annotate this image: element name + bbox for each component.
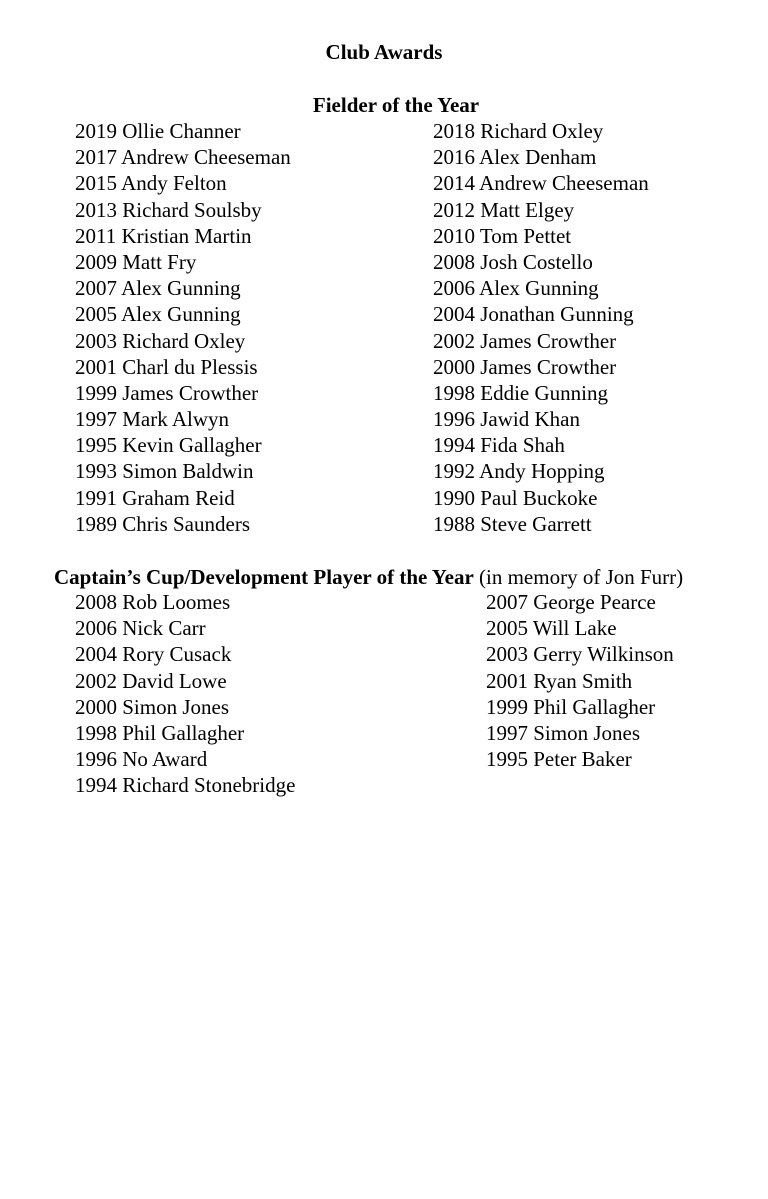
award-entry: 2010 Tom Pettet xyxy=(433,223,572,248)
award-entry: 2003 Gerry Wilkinson xyxy=(486,642,674,667)
captain-heading-title: Captain’s Cup/Development Player of the Year xyxy=(54,565,474,589)
award-entry: 2014 Andrew Cheeseman xyxy=(433,171,649,196)
award-entry: 1989 Chris Saunders xyxy=(75,511,250,536)
award-entry: 1999 James Crowther xyxy=(75,380,259,405)
award-entry: 2000 Simon Jones xyxy=(75,694,230,719)
award-entry: 1993 Simon Baldwin xyxy=(75,459,254,484)
award-entry: 2002 David Lowe xyxy=(75,668,227,693)
award-entry: 2019 Ollie Channer xyxy=(75,119,241,143)
award-entry: 2007 George Pearce xyxy=(486,590,656,614)
award-entry: 2008 Rob Loomes xyxy=(75,590,231,614)
captain-heading xyxy=(54,563,683,591)
award-entry: 2017 Andrew Cheeseman xyxy=(75,145,291,170)
award-entry: 1998 Eddie Gunning xyxy=(433,380,608,405)
award-entry: 2004 Rory Cusack xyxy=(75,642,232,667)
award-entry: 2007 Alex Gunning xyxy=(75,276,241,301)
award-entry: 1996 No Award xyxy=(75,747,208,772)
captain-heading-note: (in memory of Jon Furr) xyxy=(473,565,684,589)
award-entry: 2012 Matt Elgey xyxy=(433,197,575,222)
captain-list xyxy=(75,589,746,799)
award-entry: 2006 Alex Gunning xyxy=(433,276,599,301)
fielder-list xyxy=(75,118,733,537)
award-entry: 1991 Graham Reid xyxy=(75,485,235,510)
award-entry: 2005 Will Lake xyxy=(486,616,617,641)
page-title: Club Awards xyxy=(325,40,443,64)
award-entry: 1988 Steve Garrett xyxy=(433,511,592,536)
award-entry: 1992 Andy Hopping xyxy=(433,459,605,484)
award-entry: 1997 Simon Jones xyxy=(486,720,641,745)
award-entry: 2009 Matt Fry xyxy=(75,249,197,274)
award-entry: 2018 Richard Oxley xyxy=(433,119,604,143)
award-entry: 2005 Alex Gunning xyxy=(75,302,241,327)
award-entry: 2006 Nick Carr xyxy=(75,616,206,641)
award-entry: 2003 Richard Oxley xyxy=(75,328,246,353)
award-entry: 2011 Kristian Martin xyxy=(75,223,252,248)
award-entry: 2001 Charl du Plessis xyxy=(75,354,258,379)
award-entry: 1994 Fida Shah xyxy=(433,433,565,458)
award-entry: 1998 Phil Gallagher xyxy=(75,720,245,745)
award-entry: 2015 Andy Felton xyxy=(75,171,227,196)
award-entry: 2016 Alex Denham xyxy=(433,145,597,170)
award-entry: 1994 Richard Stonebridge xyxy=(75,773,296,798)
award-entry: 1990 Paul Buckoke xyxy=(433,485,598,510)
award-entry: 2013 Richard Soulsby xyxy=(75,197,262,222)
award-entry: 2004 Jonathan Gunning xyxy=(433,302,634,327)
award-entry: 2008 Josh Costello xyxy=(433,249,593,274)
fielder-heading: Fielder of the Year xyxy=(312,93,480,117)
award-entry: 1995 Peter Baker xyxy=(486,747,632,772)
award-entry: 1996 Jawid Khan xyxy=(433,407,580,432)
award-entry: 1997 Mark Alwyn xyxy=(75,407,229,432)
award-entry: 2000 James Crowther xyxy=(433,354,617,379)
award-entry: 1999 Phil Gallagher xyxy=(486,694,656,719)
award-entry: 2002 James Crowther xyxy=(433,328,617,353)
award-entry: 1995 Kevin Gallagher xyxy=(75,433,262,458)
award-entry: 2001 Ryan Smith xyxy=(486,668,633,693)
